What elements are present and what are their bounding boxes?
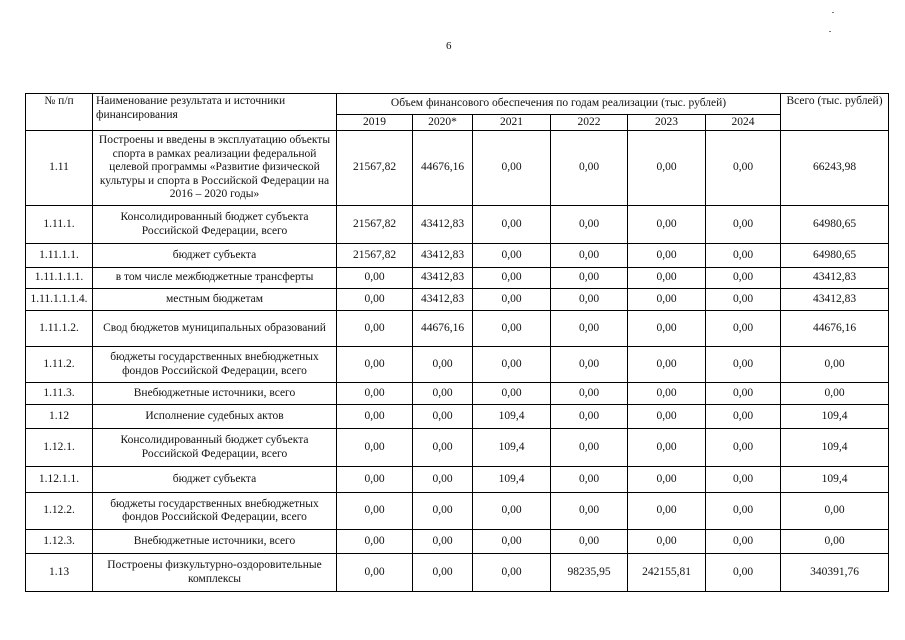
row-value: 43412,83 (413, 244, 473, 268)
row-value: 43412,83 (413, 206, 473, 244)
table-row (26, 244, 889, 268)
row-name: Консолидированный бюджет субъекта Российской Федерации, всего (93, 206, 337, 244)
row-value: 0,00 (551, 311, 628, 347)
row-value: 0,00 (413, 429, 473, 467)
row-code: 1.12.1. (26, 429, 93, 467)
row-name: бюджеты государственных внебюджетных фондов Российской Федерации, всего (93, 347, 337, 383)
row-name: Консолидированный бюджет субъекта Российской Федерации, всего (93, 429, 337, 467)
scan-speck (829, 31, 831, 32)
row-name: бюджет субъекта (93, 467, 337, 493)
row-value: 109,4 (473, 429, 551, 467)
row-value: 43412,83 (413, 268, 473, 289)
page-number: 6 (446, 40, 452, 52)
row-value: 0,00 (706, 554, 781, 592)
row-value: 0,00 (473, 289, 551, 311)
row-value: 0,00 (551, 467, 628, 493)
row-value: 0,00 (413, 405, 473, 429)
row-total: 0,00 (781, 493, 889, 530)
header-num: № п/п (26, 94, 93, 131)
row-value: 0,00 (706, 131, 781, 206)
row-total: 109,4 (781, 429, 889, 467)
row-value: 0,00 (628, 383, 706, 405)
row-value: 0,00 (337, 467, 413, 493)
row-total: 0,00 (781, 530, 889, 554)
row-value: 109,4 (473, 467, 551, 493)
row-value: 0,00 (706, 530, 781, 554)
header-year: 2023 (628, 115, 706, 131)
row-value: 0,00 (473, 268, 551, 289)
table-row (26, 347, 889, 383)
row-name: Внебюджетные источники, всего (93, 383, 337, 405)
row-value: 0,00 (628, 131, 706, 206)
row-value: 0,00 (551, 405, 628, 429)
row-value: 0,00 (706, 405, 781, 429)
header-year: 2022 (551, 115, 628, 131)
row-value: 0,00 (551, 289, 628, 311)
row-value: 21567,82 (337, 206, 413, 244)
row-total: 0,00 (781, 347, 889, 383)
row-value: 0,00 (628, 405, 706, 429)
row-value: 0,00 (551, 383, 628, 405)
table-row (26, 268, 889, 289)
row-value: 0,00 (628, 311, 706, 347)
row-value: 0,00 (473, 530, 551, 554)
row-code: 1.11 (26, 131, 93, 206)
table-row (26, 206, 889, 244)
row-code: 1.11.1.1.1. (26, 268, 93, 289)
table-row (26, 493, 889, 530)
row-value: 0,00 (551, 131, 628, 206)
table-row (26, 131, 889, 206)
row-value: 0,00 (473, 311, 551, 347)
row-value: 0,00 (628, 530, 706, 554)
row-value: 0,00 (413, 383, 473, 405)
row-value: 0,00 (337, 347, 413, 383)
row-total: 0,00 (781, 383, 889, 405)
row-code: 1.11.1.2. (26, 311, 93, 347)
row-value: 98235,95 (551, 554, 628, 592)
row-name: Построены и введены в эксплуатацию объекты спорта в рамках реализации федеральной целевой программы «Развитие физической культуры и спорта в Российской Федерации на 2016 – 2020 годы» (93, 131, 337, 206)
header-year: 2019 (337, 115, 413, 131)
table-row (26, 311, 889, 347)
row-name: в том числе межбюджетные трансферты (93, 268, 337, 289)
row-value: 0,00 (628, 347, 706, 383)
header-year: 2020* (413, 115, 473, 131)
row-value: 0,00 (473, 493, 551, 530)
row-code: 1.11.1.1. (26, 244, 93, 268)
row-total: 66243,98 (781, 131, 889, 206)
header-year: 2024 (706, 115, 781, 131)
row-name: бюджет субъекта (93, 244, 337, 268)
row-value: 0,00 (706, 268, 781, 289)
row-value: 0,00 (628, 206, 706, 244)
row-value: 21567,82 (337, 244, 413, 268)
row-value: 0,00 (551, 530, 628, 554)
row-value: 0,00 (706, 206, 781, 244)
row-code: 1.11.1.1.1.4. (26, 289, 93, 311)
table-row (26, 383, 889, 405)
row-value: 0,00 (706, 347, 781, 383)
row-value: 0,00 (706, 429, 781, 467)
row-value: 0,00 (473, 131, 551, 206)
scan-speck (832, 12, 834, 13)
row-value: 0,00 (473, 347, 551, 383)
row-name: бюджеты государственных внебюджетных фондов Российской Федерации, всего (93, 493, 337, 530)
row-value: 0,00 (337, 383, 413, 405)
table-row (26, 429, 889, 467)
row-value: 0,00 (628, 467, 706, 493)
row-value: 0,00 (337, 530, 413, 554)
row-name: Исполнение судебных актов (93, 405, 337, 429)
header-total: Всего (тыс. рублей) (781, 94, 889, 131)
row-value: 44676,16 (413, 311, 473, 347)
table-row (26, 554, 889, 592)
row-value: 0,00 (337, 554, 413, 592)
row-value: 0,00 (337, 289, 413, 311)
row-total: 44676,16 (781, 311, 889, 347)
row-value: 0,00 (706, 467, 781, 493)
row-value: 0,00 (628, 493, 706, 530)
row-name: Свод бюджетов муниципальных образований (93, 311, 337, 347)
row-total: 64980,65 (781, 244, 889, 268)
row-value: 242155,81 (628, 554, 706, 592)
row-value: 44676,16 (413, 131, 473, 206)
row-value: 0,00 (337, 429, 413, 467)
row-value: 0,00 (628, 289, 706, 311)
row-value: 0,00 (706, 383, 781, 405)
row-value: 0,00 (413, 347, 473, 383)
row-value: 0,00 (551, 493, 628, 530)
row-value: 0,00 (473, 244, 551, 268)
row-value: 0,00 (413, 467, 473, 493)
row-total: 109,4 (781, 467, 889, 493)
budget-table (25, 93, 889, 592)
row-value: 0,00 (706, 244, 781, 268)
row-code: 1.11.2. (26, 347, 93, 383)
row-total: 64980,65 (781, 206, 889, 244)
row-code: 1.12.2. (26, 493, 93, 530)
table-row (26, 467, 889, 493)
row-value: 0,00 (551, 429, 628, 467)
header-year: 2021 (473, 115, 551, 131)
row-name: Построены физкультурно-оздоровительные комплексы (93, 554, 337, 592)
row-code: 1.13 (26, 554, 93, 592)
row-code: 1.11.3. (26, 383, 93, 405)
header-name: Наименование результата и источники финансирования (93, 94, 337, 131)
row-value: 0,00 (706, 493, 781, 530)
row-value: 0,00 (551, 206, 628, 244)
row-name: Внебюджетные источники, всего (93, 530, 337, 554)
row-value: 0,00 (628, 268, 706, 289)
row-total: 340391,76 (781, 554, 889, 592)
table-row (26, 530, 889, 554)
row-value: 21567,82 (337, 131, 413, 206)
row-name: местным бюджетам (93, 289, 337, 311)
row-code: 1.12 (26, 405, 93, 429)
row-value: 0,00 (551, 268, 628, 289)
row-value: 0,00 (551, 347, 628, 383)
row-code: 1.12.3. (26, 530, 93, 554)
row-value: 0,00 (413, 530, 473, 554)
row-value: 0,00 (473, 554, 551, 592)
row-value: 0,00 (413, 554, 473, 592)
row-value: 0,00 (473, 206, 551, 244)
row-code: 1.12.1.1. (26, 467, 93, 493)
row-value: 0,00 (337, 405, 413, 429)
row-value: 0,00 (706, 289, 781, 311)
row-code: 1.11.1. (26, 206, 93, 244)
header-volume: Объем финансового обеспечения по годам реализации (тыс. рублей) (337, 94, 781, 115)
row-total: 43412,83 (781, 289, 889, 311)
table-row (26, 289, 889, 311)
row-value: 0,00 (551, 244, 628, 268)
row-value: 109,4 (473, 405, 551, 429)
row-value: 0,00 (706, 311, 781, 347)
row-total: 109,4 (781, 405, 889, 429)
row-value: 0,00 (337, 268, 413, 289)
row-value: 0,00 (628, 244, 706, 268)
row-total: 43412,83 (781, 268, 889, 289)
row-value: 43412,83 (413, 289, 473, 311)
row-value: 0,00 (628, 429, 706, 467)
row-value: 0,00 (337, 311, 413, 347)
row-value: 0,00 (473, 383, 551, 405)
table-row (26, 405, 889, 429)
row-value: 0,00 (337, 493, 413, 530)
row-value: 0,00 (413, 493, 473, 530)
